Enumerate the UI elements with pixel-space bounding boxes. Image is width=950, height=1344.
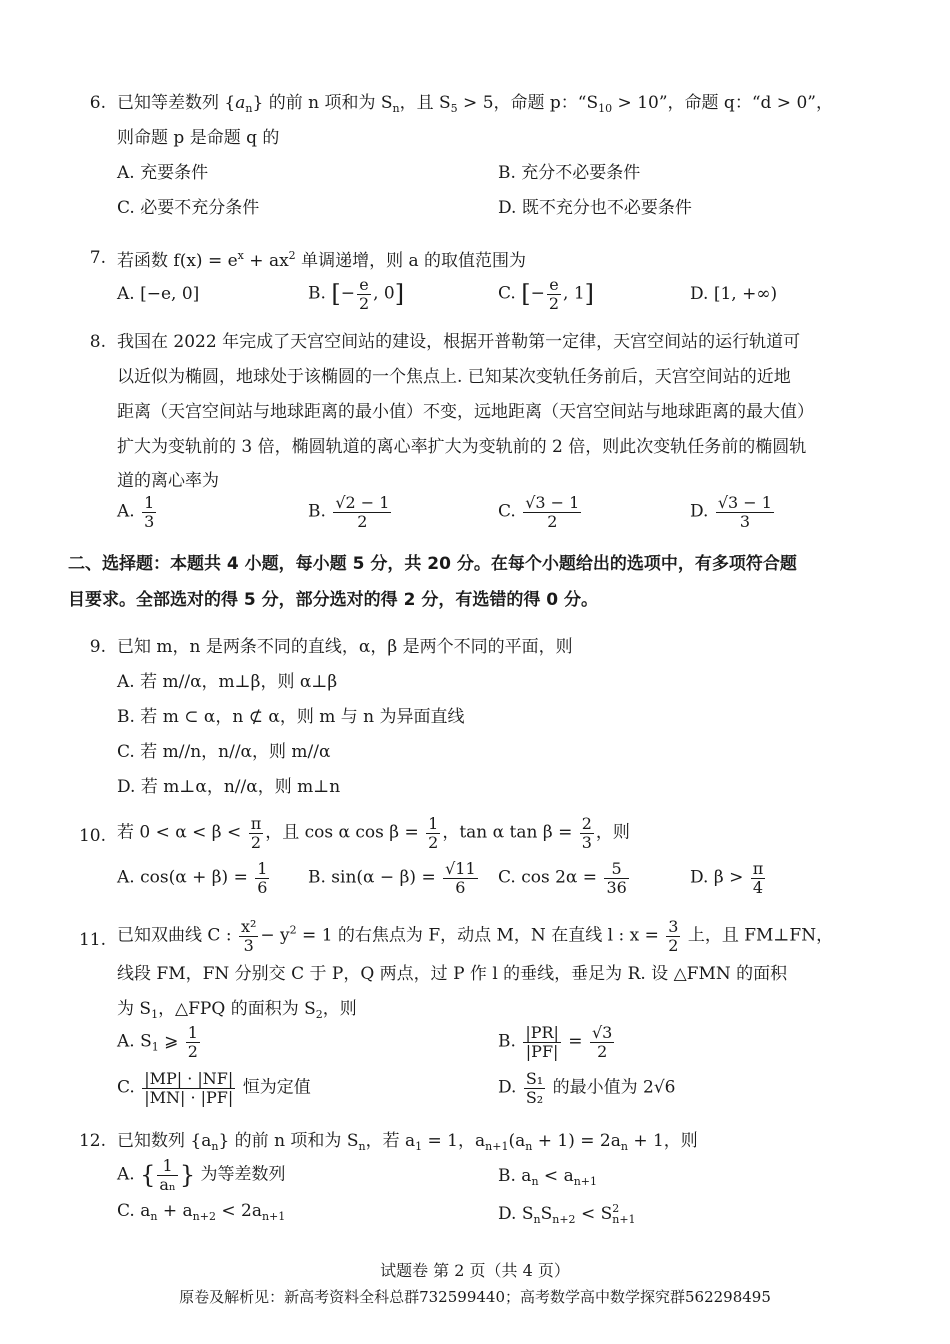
q10-stem: 若 0 < α < β < $\frac{\pi}{2}$ ，且 cos α cos β = $\frac{1}{2}$ ，tan α tan β = $\frac{2}{3}$ ，则 (117, 814, 630, 852)
q9-option-c: C. 若 m//n，n//α，则 m//α (117, 742, 331, 762)
q11-option-d: D. $\frac{\text{S₁}}{\text{S₂}}$ 的最小值为 2√6 (498, 1069, 676, 1107)
q11-stem-line3: 为 $S_1$，△FPQ 的面积为 $S_2$，则 (117, 999, 357, 1021)
q8-option-a: A. $\frac{1}{3}$ (117, 493, 155, 531)
q6-option-d: D. 既不充分也不必要条件 (498, 198, 692, 218)
q10-option-a: A. cos(α + β) = $\frac{1}{6}$ (117, 859, 268, 897)
page-footer: 试题卷 第 2 页（共 4 页） (380, 1261, 570, 1280)
q10-option-d: D. β > $\frac{\pi}{4}$ (690, 859, 764, 897)
q8-stem-line2: 以近似为椭圆，地球处于该椭圆的一个焦点上. 已知某次变轨任务前后，天宫空间站的近地 (117, 367, 791, 387)
q11-number: 11. (78, 930, 106, 950)
q8-option-b: B. $\frac{√2 - 1}{2}$ (308, 493, 390, 531)
q7-option-c: C. [− $\frac{e}{2}$ , 1] (498, 275, 595, 313)
q7-option-a: A. [−e, 0] (117, 284, 200, 304)
q8-stem-line4: 扩大为变轨前的 3 倍，椭圆轨道的离心率扩大为变轨前的 2 倍，则此次变轨任务前的椭圆轨 (117, 437, 807, 457)
q12-stem: 已知数列 $\{a_n\}$ 的前 n 项和为 $S_n$，若 $a_1 = 1$，$a_{n+1}(a_n + 1) = 2a_n + 1$，则 (117, 1131, 698, 1153)
q7-number: 7. (89, 248, 106, 268)
q8-number: 8. (89, 332, 106, 352)
q9-option-b: B. 若 m ⊂ α，n ⊄ α，则 m 与 n 为异面直线 (117, 707, 465, 727)
q10-option-b: B. sin(α − β) = $\frac{√11}{6}$ (308, 859, 476, 897)
q11-option-c: C. $\frac{|MP| \cdot |NF|}{|MN| \cdot |PF|}$ 恒为定值 (117, 1069, 311, 1107)
q11-option-b: B. $\frac{|PR|}{|PF|}$ = $\frac{√3}{2}$ (498, 1023, 613, 1061)
section2-heading-line1: 二、选择题：本题共 4 小题，每小题 5 分，共 20 分。在每个小题给出的选项中，有多项符合题 (68, 554, 797, 574)
q6-stem-line1: 已知等差数列 $\{a_n\}$ 的前 n 项和为 $S_n$，且 $S_5 > 5$，命题 p：“$S_{10} > 10$”，命题 q：“d > 0”， (117, 93, 833, 115)
q12-option-c: C. $a_n + a_{n+2} < 2a_{n+1}$ (117, 1201, 286, 1223)
q8-option-c: C. $\frac{√3 - 1}{2}$ (498, 493, 580, 531)
q6-number: 6. (89, 93, 106, 113)
q6-stem-line2: 则命题 p 是命题 q 的 (117, 128, 280, 148)
q11-option-a: A. $S_1$ ⩾ $\frac{1}{2}$ (117, 1023, 198, 1061)
q6-option-b: B. 充分不必要条件 (498, 163, 641, 183)
q9-option-a: A. 若 m//α，m⊥β，则 α⊥β (117, 672, 338, 692)
q9-option-d: D. 若 m⊥α，n//α，则 m⊥n (117, 777, 341, 797)
section2-heading-line2: 目要求。全部选对的得 5 分，部分选对的得 2 分，有选错的得 0 分。 (68, 590, 598, 610)
q12-number: 12. (78, 1131, 106, 1151)
q8-stem-line5: 道的离心率为 (117, 471, 219, 491)
q7-stem: 若函数 $f(x) = e^x + ax^2$ 单调递增，则 a 的取值范围为 (117, 249, 527, 271)
q8-option-d: D. $\frac{√3 - 1}{3}$ (690, 493, 772, 531)
q11-stem-line1: 已知双曲线 C : $\frac{\text{x²}}{3}$ − $y^2 = 1$ 的右焦点为 F，动点 M，N 在直线 l : x = $\frac{3}{2}$ 上，且 FM⊥FN， (117, 917, 834, 955)
q12-option-a: A. { $\frac{1}{\text{aₙ}}$ } 为等差数列 (117, 1156, 286, 1194)
q9-number: 9. (89, 637, 106, 657)
q8-stem-line1: 我国在 2022 年完成了天宫空间站的建设，根据开普勒第一定律，天宫空间站的运行轨道可 (117, 332, 801, 352)
q10-number: 10. (78, 826, 106, 846)
source-note: 原卷及解析见：新高考资料全科总群732599440；高考数学高中数学探究群562298495 (179, 1288, 771, 1306)
q12-option-d: D. $S_nS_{n+2} < S^2_{n+1}$ (498, 1202, 636, 1226)
q7-option-b: B. [− $\frac{e}{2}$ , 0] (308, 275, 405, 313)
q9-stem: 已知 m，n 是两条不同的直线，α，β 是两个不同的平面，则 (117, 637, 573, 657)
q8-stem-line3: 距离（天宫空间站与地球距离的最小值）不变，远地距离（天宫空间站与地球距离的最大值） (117, 402, 814, 422)
q6-option-c: C. 必要不充分条件 (117, 198, 260, 218)
q6-option-a: A. 充要条件 (117, 163, 209, 183)
q11-stem-line2: 线段 FM，FN 分别交 C 于 P，Q 两点，过 P 作 l 的垂线，垂足为 R. 设 △FMN 的面积 (117, 964, 788, 984)
q12-option-b: B. $a_n < a_{n+1}$ (498, 1166, 598, 1188)
q7-option-d: D. [1, +∞) (690, 284, 778, 304)
q10-option-c: C. cos 2α = $\frac{5}{36}$ (498, 859, 627, 897)
